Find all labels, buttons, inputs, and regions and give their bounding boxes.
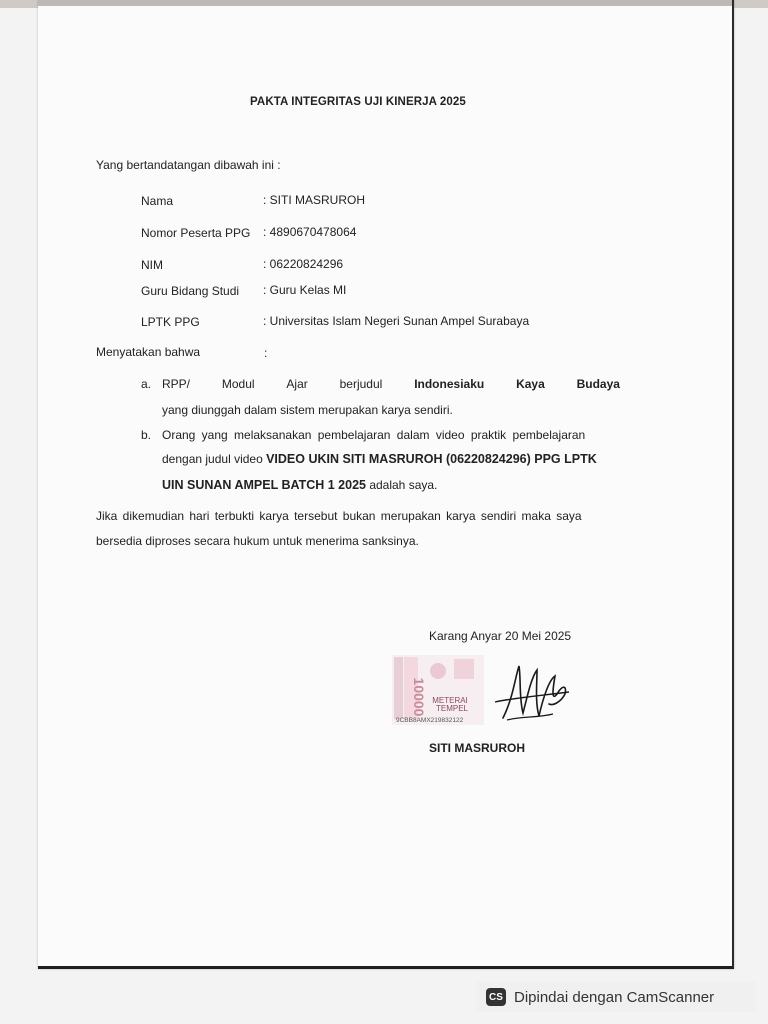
signatory-name: SITI MASRUROH <box>429 741 525 755</box>
item-a-line2: yang diunggah dalam sistem merupakan karya sendiri. <box>162 403 453 417</box>
camscanner-watermark <box>476 982 756 1012</box>
meterai-stamp <box>392 655 484 725</box>
field-label-nomor-peserta: Nomor Peserta PPG <box>141 226 251 240</box>
closing-line-2: bersedia diproses secara hukum untuk menerima sanksinya. <box>96 534 419 548</box>
meterai-value: 10000 <box>411 677 427 717</box>
camscanner-icon: CS <box>486 988 506 1006</box>
field-label-nama: Nama <box>141 194 174 208</box>
item-a-marker: a. <box>141 377 152 391</box>
document-page <box>38 0 734 969</box>
item-a-word: Ajar <box>286 377 308 391</box>
field-label-lptk: LPTK PPG <box>141 315 200 329</box>
field-label-bidang-studi: Guru Bidang Studi <box>141 284 240 298</box>
field-value-lptk: : Universitas Islam Negeri Sunan Ampel Surabaya <box>263 314 530 328</box>
camscanner-label: Dipindai dengan CamScanner <box>514 988 715 1006</box>
handwritten-signature <box>493 658 573 726</box>
item-a-title-word: Indonesiaku <box>414 377 485 391</box>
item-b-line3 <box>162 478 437 492</box>
closing-line-1: Jika dikemudian hari terbukti karya tersebut bukan merupakan karya sendiri maka saya <box>96 509 582 523</box>
item-b-video-title: VIDEO UKIN SITI MASRUROH (06220824296) PPG LPTK <box>266 452 597 466</box>
item-b-line3-suffix: adalah saya. <box>365 478 438 492</box>
field-label-nim: NIM <box>141 258 163 272</box>
item-a-title-word: Kaya <box>516 377 545 391</box>
meterai-serial: 9CBB8AMX219832122 <box>396 717 464 724</box>
intro-text: Yang bertandatangan dibawah ini : <box>96 158 281 172</box>
item-a-title-word: Budaya <box>576 377 620 391</box>
item-b-line2 <box>162 452 597 466</box>
meterai-text-2: TEMPEL <box>435 704 469 713</box>
item-a-word: berjudul <box>339 377 383 391</box>
place-date: Karang Anyar 20 Mei 2025 <box>429 629 572 643</box>
item-b-line1: Orang yang melaksanakan pembelajaran dalam video praktik pembelajaran <box>162 428 586 442</box>
document-title: PAKTA INTEGRITAS UJI KINERJA 2025 <box>250 96 466 108</box>
field-value-nama: : SITI MASRUROH <box>263 193 366 207</box>
declare-colon: : <box>264 346 268 360</box>
item-a-word: RPP/ <box>162 377 191 391</box>
field-value-nim: : 06220824296 <box>263 257 344 271</box>
item-b-video-title-cont: UIN SUNAN AMPEL BATCH 1 2025 <box>162 478 366 492</box>
field-value-nomor-peserta: : 4890670478064 <box>263 225 357 239</box>
field-value-bidang-studi: : Guru Kelas MI <box>263 283 347 297</box>
item-a-line1 <box>162 377 620 391</box>
item-b-line2-prefix: dengan judul video <box>162 452 267 466</box>
declare-label: Menyatakan bahwa <box>96 345 201 359</box>
item-a-word: Modul <box>221 377 255 391</box>
item-b-marker: b. <box>141 428 152 442</box>
page-top-shadow <box>38 0 732 6</box>
meterai-stamp-graphic <box>392 655 484 725</box>
meterai-text-1: METERAI <box>432 696 468 705</box>
